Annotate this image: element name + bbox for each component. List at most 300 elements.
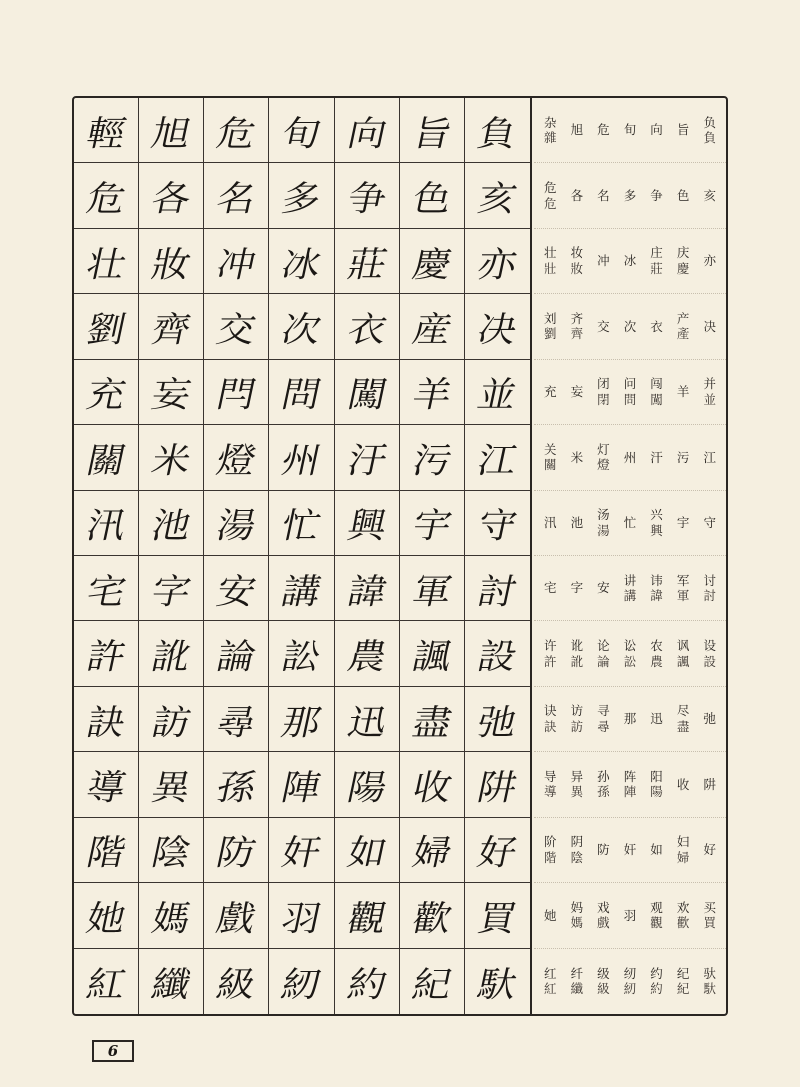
key-entry <box>571 580 584 596</box>
cursive-character: 冲 <box>213 244 258 285</box>
cursive-cell <box>269 949 334 1014</box>
cursive-character: 媽 <box>148 898 193 939</box>
key-entry <box>677 703 690 734</box>
key-entry <box>624 253 637 269</box>
cursive-cell <box>74 949 139 1014</box>
key-entry <box>650 507 663 538</box>
simplified-character: 羊 <box>676 384 690 400</box>
simplified-character: 那 <box>623 711 637 727</box>
key-entry <box>597 253 610 269</box>
key-entry <box>703 966 716 997</box>
cursive-cell <box>269 425 334 490</box>
traditional-character: 陣 <box>623 784 637 800</box>
cursive-character: 輕 <box>83 113 128 154</box>
traditional-character: 齊 <box>570 326 584 342</box>
simplified-character: 灯 <box>597 441 610 457</box>
traditional-character: 戲 <box>597 915 610 931</box>
simplified-character: 字 <box>570 580 584 596</box>
cursive-cell <box>139 949 204 1014</box>
traditional-character: 燈 <box>597 457 610 473</box>
cursive-character: 訣 <box>83 702 128 743</box>
cursive-character: 買 <box>474 898 520 939</box>
cursive-character: 約 <box>343 964 389 1005</box>
cursive-cell <box>400 752 465 817</box>
cursive-character: 好 <box>474 832 520 874</box>
cursive-cell <box>400 425 465 490</box>
cursive-character: 江 <box>474 440 520 481</box>
cursive-character: 奸 <box>278 832 324 874</box>
cursive-character: 許 <box>83 636 128 678</box>
cursive-character: 導 <box>83 767 128 808</box>
traditional-character: 訣 <box>544 719 557 735</box>
simplified-character: 访 <box>570 703 584 719</box>
simplified-character: 讼 <box>623 638 637 653</box>
cursive-cell <box>269 229 334 294</box>
simplified-character: 守 <box>703 514 716 530</box>
cursive-cell <box>465 687 530 752</box>
cursive-cell <box>400 556 465 621</box>
simplified-character: 设 <box>703 638 716 653</box>
key-entry <box>677 834 690 865</box>
key-row <box>534 360 726 425</box>
cursive-cell <box>465 491 530 556</box>
cursive-character: 亦 <box>474 244 520 285</box>
cursive-cell <box>465 621 530 686</box>
cursive-cell <box>204 360 269 425</box>
cursive-character: 羊 <box>408 374 454 416</box>
traditional-character: 雜 <box>544 130 557 146</box>
cursive-character: 迅 <box>343 702 389 743</box>
traditional-character: 紉 <box>623 981 637 997</box>
traditional-character: 興 <box>650 522 663 538</box>
simplified-character: 忙 <box>623 514 637 530</box>
simplified-character: 阳 <box>650 768 663 784</box>
simplified-character: 讲 <box>623 572 637 588</box>
key-entry <box>624 122 637 138</box>
simplified-character: 防 <box>597 842 610 858</box>
simplified-character: 戏 <box>597 899 610 915</box>
cursive-cell <box>400 883 465 948</box>
cursive-character: 階 <box>83 832 128 874</box>
cursive-cell <box>269 752 334 817</box>
cursive-cell <box>465 360 530 425</box>
character-key-panel <box>534 98 726 1014</box>
key-entry <box>624 573 637 604</box>
cursive-cell <box>74 294 139 359</box>
key-entry <box>624 450 637 466</box>
cursive-cell <box>465 229 530 294</box>
key-row <box>534 687 726 752</box>
simplified-character: 寻 <box>597 703 610 719</box>
cursive-cell <box>204 556 269 621</box>
key-row <box>534 491 726 556</box>
key-entry <box>703 253 716 269</box>
cursive-character: 羽 <box>278 898 324 939</box>
cursive-cell <box>204 425 269 490</box>
simplified-character: 关 <box>544 441 557 457</box>
key-entry <box>544 908 557 924</box>
simplified-character: 阶 <box>544 834 557 850</box>
cursive-cell <box>400 818 465 883</box>
simplified-character: 羽 <box>623 907 637 923</box>
traditional-character: 紀 <box>676 981 690 997</box>
key-entry <box>597 703 610 734</box>
key-entry <box>703 115 716 146</box>
simplified-character: 收 <box>676 776 690 792</box>
cursive-character: 闖 <box>343 374 389 416</box>
traditional-character: 壯 <box>544 261 557 277</box>
simplified-character: 争 <box>650 187 663 203</box>
simplified-character: 诀 <box>544 703 557 719</box>
key-entry <box>703 188 716 204</box>
key-entry <box>703 450 716 466</box>
key-entry <box>571 450 584 466</box>
cursive-character: 汛 <box>83 505 128 547</box>
cursive-cell <box>139 360 204 425</box>
key-entry <box>571 966 584 997</box>
cursive-cell <box>335 294 400 359</box>
traditional-character: 許 <box>544 653 557 669</box>
simplified-character: 妈 <box>570 899 584 915</box>
cursive-character: 産 <box>408 309 454 350</box>
key-entry <box>571 834 584 865</box>
cursive-character: 纖 <box>148 964 193 1005</box>
cursive-character: 决 <box>474 309 520 350</box>
cursive-character: 諱 <box>343 571 389 612</box>
simplified-character: 红 <box>544 965 557 981</box>
cursive-character: 孫 <box>213 767 258 808</box>
cursive-cell <box>269 294 334 359</box>
key-entry <box>544 834 557 865</box>
simplified-character: 产 <box>676 310 690 326</box>
cursive-cell <box>269 687 334 752</box>
cursive-character: 陽 <box>343 767 389 808</box>
cursive-cell <box>74 98 139 163</box>
simplified-character: 安 <box>597 580 610 596</box>
cursive-character: 負 <box>474 113 520 154</box>
simplified-character: 充 <box>544 384 557 400</box>
traditional-character: 討 <box>703 588 716 604</box>
key-entry <box>624 842 637 858</box>
key-entry <box>624 319 637 335</box>
cursive-character: 争 <box>343 178 389 220</box>
cursive-cell <box>74 229 139 294</box>
cursive-cell <box>465 425 530 490</box>
traditional-character: 訪 <box>570 719 584 735</box>
cursive-cell <box>465 883 530 948</box>
key-entry <box>677 515 690 531</box>
simplified-character: 宇 <box>676 514 690 530</box>
simplified-character: 旭 <box>570 122 584 138</box>
key-entry <box>544 703 557 734</box>
cursive-character: 慶 <box>408 244 454 285</box>
key-row <box>534 229 726 294</box>
traditional-character: 馱 <box>703 981 716 997</box>
traditional-character: 劉 <box>544 326 557 342</box>
key-entry <box>677 122 690 138</box>
simplified-character: 异 <box>570 768 584 784</box>
key-entry <box>571 188 584 204</box>
cursive-character: 汙 <box>343 440 389 481</box>
key-entry <box>677 450 690 466</box>
cursive-cell <box>139 491 204 556</box>
cursive-character: 馱 <box>474 964 520 1005</box>
cursive-cell <box>139 687 204 752</box>
cursive-cell <box>139 752 204 817</box>
cursive-cell <box>400 949 465 1014</box>
simplified-character: 尽 <box>676 703 690 719</box>
simplified-character: 名 <box>597 187 610 203</box>
traditional-character: 設 <box>703 653 716 669</box>
cursive-character: 阱 <box>474 767 520 808</box>
key-entry <box>650 573 663 604</box>
key-entry <box>703 900 716 931</box>
cursive-cell <box>74 818 139 883</box>
simplified-character: 买 <box>703 899 716 915</box>
key-entry <box>597 638 610 669</box>
key-entry <box>571 703 584 734</box>
key-entry <box>650 319 663 335</box>
cursive-cell <box>335 360 400 425</box>
traditional-character: 論 <box>597 653 610 669</box>
cursive-cell <box>139 621 204 686</box>
key-entry <box>703 515 716 531</box>
cursive-character: 訟 <box>278 636 324 678</box>
traditional-character: 觀 <box>650 915 663 931</box>
cursive-cell <box>335 556 400 621</box>
simplified-character: 妆 <box>570 245 584 261</box>
cursive-cell <box>465 556 530 621</box>
key-row <box>534 752 726 817</box>
simplified-character: 汗 <box>650 449 663 465</box>
traditional-character: 慶 <box>676 261 690 277</box>
cursive-character: 危 <box>83 178 128 220</box>
key-entry <box>624 769 637 800</box>
cursive-character: 旭 <box>148 113 193 154</box>
key-row <box>534 294 726 359</box>
cursive-character: 字 <box>148 571 193 612</box>
cursive-character: 名 <box>213 178 258 220</box>
key-entry <box>624 908 637 924</box>
simplified-character: 汤 <box>597 507 610 523</box>
cursive-character: 關 <box>83 440 128 481</box>
simplified-character: 池 <box>570 514 584 530</box>
key-entry <box>624 376 637 407</box>
cursive-cell <box>139 163 204 228</box>
cursive-character: 多 <box>278 178 324 220</box>
cursive-cell <box>269 621 334 686</box>
cursive-cell <box>204 98 269 163</box>
key-entry <box>544 442 557 473</box>
cursive-character: 收 <box>408 767 454 808</box>
cursive-cell <box>74 883 139 948</box>
key-entry <box>544 966 557 997</box>
cursive-character: 次 <box>278 309 324 350</box>
traditional-character: 盡 <box>676 719 690 735</box>
cursive-cell <box>204 752 269 817</box>
cursive-character: 設 <box>474 636 520 678</box>
cursive-character: 州 <box>278 440 324 481</box>
traditional-character: 軍 <box>676 588 690 604</box>
simplified-character: 冲 <box>597 253 610 269</box>
traditional-character: 講 <box>623 588 637 604</box>
traditional-character: 導 <box>544 784 557 800</box>
cursive-character: 盡 <box>408 702 454 743</box>
cursive-cell <box>204 294 269 359</box>
traditional-character: 紅 <box>544 981 557 997</box>
simplified-character: 纫 <box>623 965 637 981</box>
simplified-character: 讨 <box>703 572 716 588</box>
simplified-character: 多 <box>623 187 637 203</box>
cursive-cell <box>335 229 400 294</box>
traditional-character: 關 <box>544 457 557 473</box>
traditional-character: 並 <box>703 391 716 407</box>
cursive-cell <box>269 818 334 883</box>
simplified-character: 杂 <box>544 114 557 130</box>
traditional-character: 纖 <box>570 981 584 997</box>
simplified-character: 齐 <box>570 310 584 326</box>
cursive-cell <box>400 621 465 686</box>
key-entry <box>544 638 557 669</box>
cursive-cell <box>335 883 400 948</box>
key-entry <box>703 573 716 604</box>
key-entry <box>544 115 557 146</box>
cursive-character: 紉 <box>278 964 324 1005</box>
cursive-character: 安 <box>213 571 258 612</box>
simplified-character: 驮 <box>703 965 716 981</box>
simplified-character: 如 <box>650 842 663 858</box>
key-entry <box>650 638 663 669</box>
cursive-character: 池 <box>148 505 193 547</box>
simplified-character: 问 <box>623 376 637 392</box>
cursive-cell <box>465 818 530 883</box>
key-row <box>534 163 726 228</box>
cursive-cell <box>400 360 465 425</box>
simplified-character: 江 <box>703 449 716 465</box>
cursive-cell <box>400 491 465 556</box>
simplified-character: 危 <box>544 180 557 195</box>
key-entry <box>677 777 690 793</box>
cursive-cell <box>465 294 530 359</box>
traditional-character: 產 <box>676 326 690 342</box>
simplified-character: 讹 <box>570 638 584 653</box>
simplified-character: 孙 <box>597 768 610 784</box>
cursive-character: 莊 <box>343 244 389 285</box>
cursive-character: 各 <box>148 178 193 220</box>
key-entry <box>677 311 690 342</box>
simplified-character: 污 <box>676 449 690 465</box>
cursive-cell <box>400 687 465 752</box>
cursive-character: 討 <box>474 571 520 612</box>
simplified-character: 军 <box>676 572 690 588</box>
key-entry <box>677 966 690 997</box>
cursive-character: 軍 <box>408 571 454 612</box>
cursive-cell <box>465 949 530 1014</box>
simplified-character: 许 <box>544 638 557 653</box>
simplified-character: 论 <box>597 638 610 653</box>
cursive-cell <box>74 687 139 752</box>
traditional-character: 尋 <box>597 719 610 735</box>
simplified-character: 观 <box>650 899 663 915</box>
traditional-character: 訛 <box>570 653 584 669</box>
key-row <box>534 621 726 686</box>
simplified-character: 闯 <box>650 376 663 392</box>
simplified-character: 危 <box>597 122 610 138</box>
cursive-cell <box>139 229 204 294</box>
key-entry <box>597 188 610 204</box>
cursive-cell <box>269 163 334 228</box>
traditional-character: 買 <box>703 915 716 931</box>
traditional-character: 闖 <box>650 391 663 407</box>
key-entry <box>650 450 663 466</box>
traditional-character: 孫 <box>597 784 610 800</box>
traditional-character: 媽 <box>570 915 584 931</box>
simplified-character: 阵 <box>623 768 637 784</box>
key-entry <box>624 515 637 531</box>
cursive-cell <box>139 883 204 948</box>
cursive-character: 妝 <box>148 244 193 285</box>
cursive-character: 妄 <box>148 374 193 416</box>
cursive-character: 問 <box>278 374 324 416</box>
key-entry <box>650 188 663 204</box>
key-entry <box>703 319 716 335</box>
simplified-character: 迅 <box>650 711 663 727</box>
traditional-character: 陰 <box>570 849 584 865</box>
traditional-character: 諷 <box>676 653 690 669</box>
key-entry <box>597 442 610 473</box>
cursive-cell <box>139 98 204 163</box>
cursive-practice-grid <box>74 98 532 1014</box>
simplified-character: 庄 <box>650 245 663 261</box>
key-entry <box>597 842 610 858</box>
key-entry <box>571 900 584 931</box>
cursive-cell <box>335 98 400 163</box>
cursive-cell <box>204 883 269 948</box>
key-entry <box>703 777 716 793</box>
cursive-cell <box>335 163 400 228</box>
cursive-character: 危 <box>213 113 258 154</box>
cursive-cell <box>465 98 530 163</box>
simplified-character: 并 <box>703 376 716 392</box>
simplified-character: 刘 <box>544 310 557 326</box>
cursive-character: 級 <box>213 964 258 1005</box>
cursive-character: 弛 <box>474 702 520 743</box>
key-entry <box>544 580 557 596</box>
cursive-cell <box>74 425 139 490</box>
cursive-character: 旨 <box>408 113 454 154</box>
cursive-cell <box>139 818 204 883</box>
key-entry <box>677 245 690 276</box>
key-entry <box>544 245 557 276</box>
key-entry <box>703 842 716 858</box>
simplified-character: 兴 <box>650 507 663 523</box>
cursive-cell <box>74 360 139 425</box>
cursive-character: 異 <box>148 767 193 808</box>
cursive-cell <box>74 163 139 228</box>
cursive-character: 歡 <box>408 898 454 939</box>
cursive-character: 陰 <box>148 832 193 874</box>
key-row <box>534 949 726 1014</box>
cursive-character: 宇 <box>408 505 454 547</box>
cursive-character: 紅 <box>83 964 128 1005</box>
simplified-character: 奸 <box>623 842 637 858</box>
simplified-character: 阱 <box>703 776 716 792</box>
traditional-character: 異 <box>570 784 584 800</box>
key-entry <box>677 638 690 669</box>
key-entry <box>624 966 637 997</box>
cursive-character: 諷 <box>408 636 454 678</box>
cursive-cell <box>74 556 139 621</box>
